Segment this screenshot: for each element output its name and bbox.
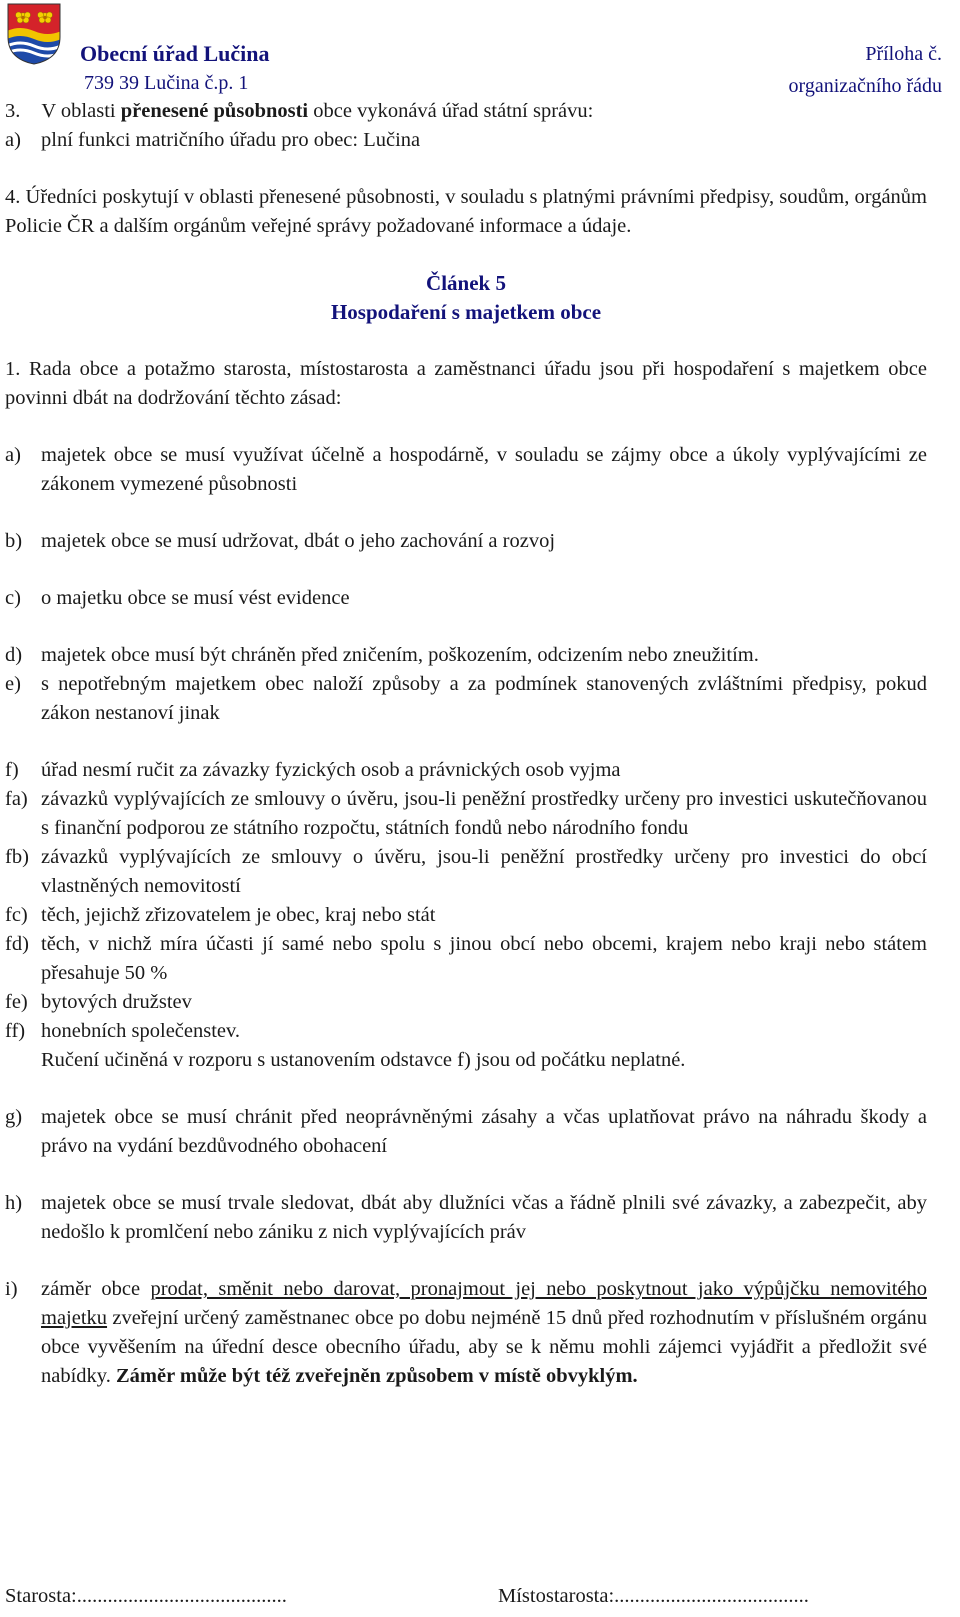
item-label: fe) [5, 991, 28, 1013]
item-label: fd) [5, 933, 29, 955]
list-item-fa [5, 785, 927, 843]
item-label: e) [5, 673, 21, 695]
item-text: plní funkci matričního úřadu pro obec: Lučina [41, 129, 421, 151]
item-label: a) [5, 129, 21, 151]
list-item-e [5, 670, 927, 728]
item-text: majetek obce se musí udržovat, dbát o jeho zachování a rozvoj [41, 530, 556, 552]
mayor-signature-line: Starosta:......................................... [5, 1585, 287, 1607]
item-label: g) [5, 1106, 23, 1128]
item-text: majetek obce se musí využívat účelně a hospodárně, v souladu se zájmy obce a úkoly vyplývajícími ze zákonem vymezené působnosti [41, 444, 927, 495]
section-3-intro [5, 97, 927, 126]
list-item-fd [5, 930, 927, 988]
list-item-i [5, 1275, 927, 1391]
item-label: c) [5, 587, 21, 609]
list-item-d [5, 641, 927, 670]
section-3-pre: V oblasti [41, 100, 121, 122]
municipal-crest-icon [7, 3, 61, 65]
item-text: bytových družstev [41, 991, 192, 1013]
item-text: majetek obce musí být chráněn před zničením, poškozením, odcizením nebo zneužitím. [41, 644, 759, 666]
item-text: závazků vyplývajících ze smlouvy o úvěru, jsou-li peněžní prostředky určeny pro investici do obcí vlastněných nemovitostí [41, 846, 927, 897]
article-title: Hospodaření s majetkem obce [330, 300, 602, 324]
paragraph-1: 1. Rada obce a potažmo starosta, místostarosta a zaměstnanci úřadu jsou při hospodaření s majetkem obce povinni dbát na dodržování těchto zásad: [5, 358, 927, 409]
annex-label-org: organizačního řádu [788, 75, 942, 97]
section-3-post: obce vykonává úřad státní správu: [308, 100, 594, 122]
office-name: Obecní úřad Lučina [80, 41, 270, 66]
annex-label: Příloha č. [865, 43, 942, 65]
list-item-c [5, 584, 927, 613]
item-text: majetek obce se musí trvale sledovat, dbát aby dlužníci včas a řádně plnili své závazky, a zabezpečit, aby nedošlo k promlčení nebo zániku z nich vyplývajících práv [41, 1192, 927, 1243]
item-label: f) [5, 759, 19, 781]
item-label: h) [5, 1192, 23, 1214]
item-i-pre: záměr obce [41, 1278, 151, 1300]
list-item-a [5, 441, 927, 499]
list-item-ff [5, 1017, 927, 1046]
item-i-underlined: prodat, směnit nebo darovat, pronajmout jej nebo poskytnout jako výpůjčku nemovitého majetku [41, 1278, 927, 1329]
list-item-fc [5, 901, 927, 930]
item-label: a) [5, 444, 21, 466]
deputy-mayor-signature-line: Místostarosta:...................................... [498, 1585, 809, 1607]
item-text: úřad nesmí ručit za závazky fyzických osob a právnických osob vyjma [41, 759, 621, 781]
section-3-number: 3. [5, 100, 21, 122]
item-text: honebních společenstev. [41, 1020, 241, 1042]
item-label: fc) [5, 904, 28, 926]
office-address: 739 39 Lučina č.p. 1 [84, 72, 249, 94]
item-i-bold: Záměr může být též zveřejněn způsobem v místě obvyklým. [115, 1365, 638, 1387]
item-text: majetek obce se musí chránit před neoprávněnými zásahy a včas uplatňovat právo na náhradu škody a právo na vydání bezdůvodného obohacení [41, 1106, 927, 1157]
item-label: b) [5, 530, 23, 552]
document-body [5, 97, 927, 1391]
item-text: o majetku obce se musí vést evidence [41, 587, 350, 609]
section-4-paragraph: 4. Úředníci poskytují v oblasti přenesené působnosti, v souladu s platnými právními předpisy, soudům, orgánům Policie ČR a dalším orgánům veřejné správy požadované informace a údaje. [5, 186, 927, 237]
list-item-h [5, 1189, 927, 1247]
item-text: těch, jejichž zřizovatelem je obec, kraj nebo stát [41, 904, 436, 926]
item-text: s nepotřebným majetkem obec naloží způsoby a za podmínek stanovených zvláštními předpisy, pokud zákon nestanoví jinak [41, 673, 927, 724]
section-3-item-a [5, 126, 927, 155]
list-item-fe [5, 988, 927, 1017]
item-label: fb) [5, 846, 29, 868]
list-item-fb [5, 843, 927, 901]
list-item-g [5, 1103, 927, 1161]
item-text: závazků vyplývajících ze smlouvy o úvěru, jsou-li peněžní prostředky určeny pro investici uskutečňovanou s finanční podporou ze státního rozpočtu, státních fondů nebo národního fondu [41, 788, 927, 839]
item-label: d) [5, 644, 23, 666]
list-item-b [5, 527, 927, 556]
item-text [41, 1275, 927, 1391]
item-i-mid: zveřejní určený zaměstnanec obce po dobu nejméně 15 dnů před rozhodnutím v příslušném orgánu obce vyvěšením na úřední desce obecního úřadu, aby se k němu mohli zájemci vyjádřit a předložit své nabídky. [41, 1307, 927, 1387]
item-label: fa) [5, 788, 28, 810]
item-text: těch, v nichž míra účasti jí samé nebo spolu s jinou obcí nebo obcemi, krajem nebo kraji nebo státem přesahuje 50 % [41, 933, 927, 984]
guarantee-note: Ručení učiněná v rozporu s ustanovením odstavce f) jsou od počátku neplatné. [41, 1049, 686, 1071]
item-label: ff) [5, 1020, 26, 1042]
article-number: Článek 5 [426, 271, 506, 295]
item-label: i) [5, 1278, 18, 1300]
section-3-emphasis: přenesené působnosti [120, 100, 309, 122]
list-item-f [5, 756, 927, 785]
